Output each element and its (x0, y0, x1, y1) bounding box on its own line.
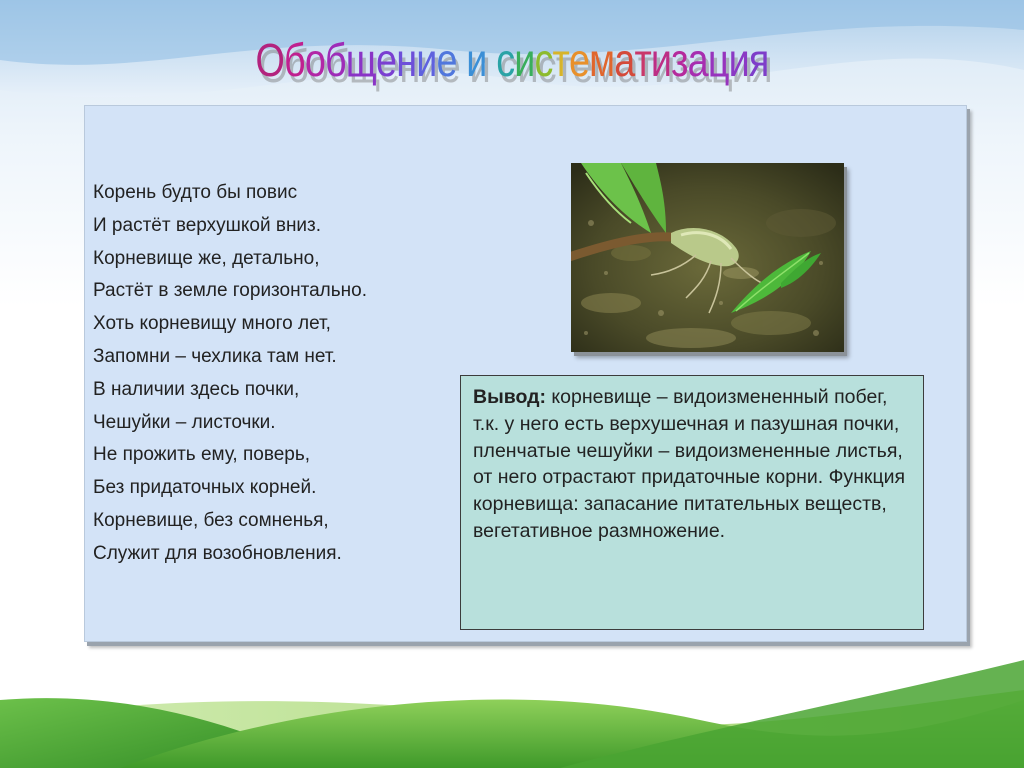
title-letter: т (552, 34, 570, 86)
title-letter: а (687, 34, 708, 86)
title-letter: е (376, 34, 397, 86)
title-letter: щ (345, 34, 377, 86)
title-letter: и (728, 34, 749, 86)
title-letter: и (514, 34, 535, 86)
poem-line: Корень будто бы повис (93, 182, 298, 203)
rhizome-plant-icon (571, 163, 844, 352)
title-letter: с (534, 34, 553, 86)
title-letter: с (496, 34, 515, 86)
slide-title (92, 30, 932, 90)
poem-line: Чешуйки – листочки. (93, 411, 276, 433)
conclusion-text: корневище – видоизмененный побег, т.к. у него есть верхушечная и пазушная почки, пленчатые чешуйки – видоизмененные листья, от него отрастают придаточные корни. Функция корневища: запасание питательных веществ, вегетативное размножение. (473, 386, 906, 542)
poem-line: Запомни – чехлика там нет. (93, 345, 337, 367)
poem-line: И растёт верхушкой вниз. (93, 214, 322, 236)
poem-line: Хоть корневищу много лет, (93, 313, 331, 335)
title-letter: е (436, 34, 457, 86)
title-letter (457, 30, 467, 90)
title-letter (487, 30, 497, 90)
title-letter: а (614, 34, 635, 86)
title-letter: б (325, 34, 346, 86)
title-letter: и (416, 34, 437, 86)
title-letter: и (650, 34, 672, 86)
rhizome-photo (571, 163, 844, 352)
title-letter: е (569, 34, 590, 86)
title-letter: б (284, 34, 305, 86)
poem-line: Корневище, без сомненья, (93, 509, 329, 531)
title-letter: О (255, 34, 285, 86)
poem-line: В наличии здесь почки, (93, 378, 300, 400)
poem-line: Корневище же, детально, (93, 247, 320, 269)
title-letter: я (748, 34, 769, 86)
poem-line: Растёт в земле горизонтально. (93, 280, 367, 302)
conclusion-label: Вывод: (473, 386, 546, 408)
title-letter: ц (707, 34, 729, 86)
title-letter: м (589, 34, 615, 86)
poem-line: Служит для возобновления. (93, 542, 342, 564)
title-letter: о (304, 34, 326, 86)
poem-line: Не прожить ему, поверь, (93, 444, 311, 466)
title-letter: т (634, 34, 651, 86)
title-letter: и (466, 34, 487, 86)
poem (93, 177, 453, 571)
poem-line: Без придаточных корней. (93, 477, 317, 499)
title-letter: з (671, 34, 688, 86)
conclusion-box (460, 375, 924, 630)
title-letter: н (396, 34, 417, 86)
